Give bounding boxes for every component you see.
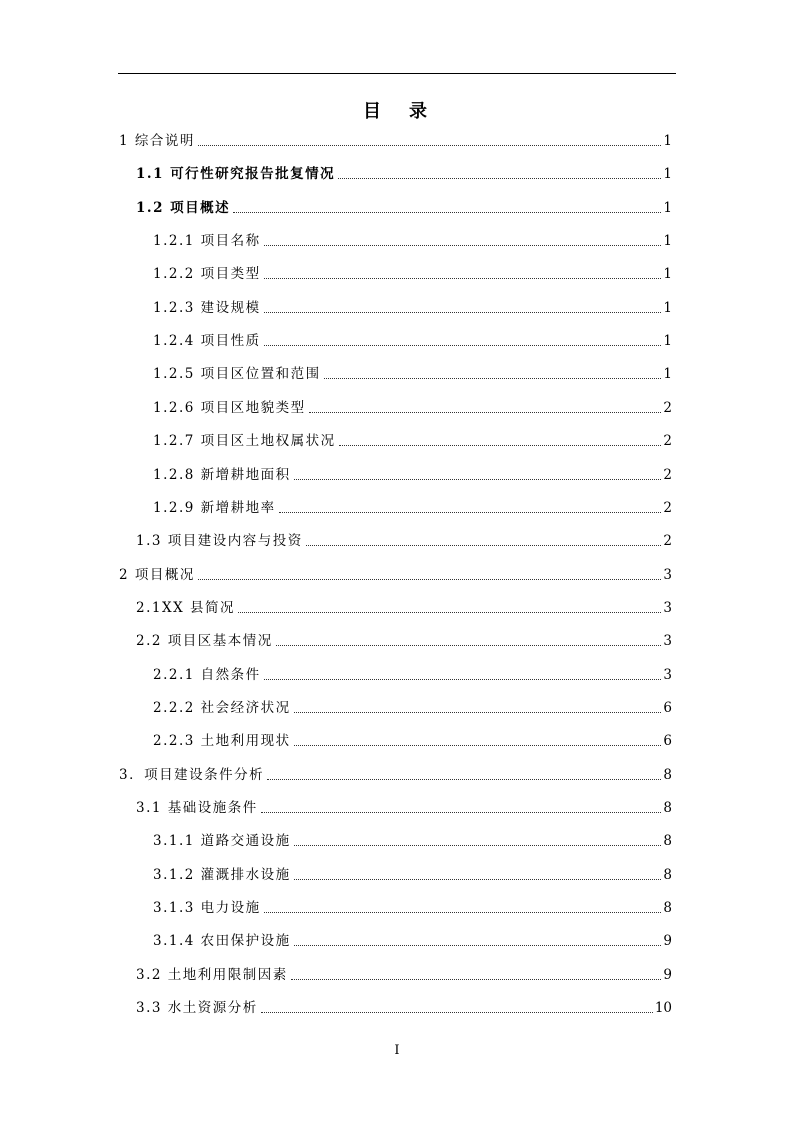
toc-leader-dots <box>291 978 662 980</box>
toc-leader-dots <box>306 544 662 546</box>
toc-entry[interactable] <box>153 662 672 684</box>
toc-entry-label: 1.2.6 项目区地貌类型 <box>153 399 306 416</box>
toc-entry-page: 1 <box>663 266 672 283</box>
toc-entry-label: 1.2.1 项目名称 <box>153 233 261 250</box>
toc-entry-label: 1.2.2 项目类型 <box>153 266 261 283</box>
toc-entry[interactable] <box>119 562 672 584</box>
toc-entry[interactable] <box>153 295 672 317</box>
page-number: I <box>394 1043 400 1058</box>
toc-entry-page: 6 <box>663 699 672 716</box>
toc-leader-dots <box>324 377 662 379</box>
toc-leader-dots <box>264 344 662 346</box>
toc-leader-dots <box>294 478 662 480</box>
toc-entry-label: 1.2.5 项目区位置和范围 <box>153 366 321 383</box>
toc-entry[interactable] <box>153 495 672 517</box>
title-char-1: 目 <box>363 101 385 122</box>
toc-leader-dots <box>264 678 662 680</box>
toc-entry[interactable] <box>153 261 672 283</box>
toc-entry-label: 3.1 基础设施条件 <box>136 800 258 816</box>
toc-entry[interactable] <box>136 795 672 817</box>
toc-leader-dots <box>276 644 662 646</box>
toc-entry-label: 1.2.7 项目区土地权属状况 <box>153 433 336 450</box>
toc-entry-label: 3.1.3 电力设施 <box>153 900 261 917</box>
toc-entry-label: 1.2.4 项目性质 <box>153 333 261 350</box>
toc-entry-label: 1.2 项目概述 <box>136 199 231 216</box>
toc-entry-label: 1.2.8 新增耕地面积 <box>153 466 291 483</box>
toc-entry-label: 1.3 项目建设内容与投资 <box>136 533 303 550</box>
toc-entry[interactable] <box>153 695 672 717</box>
toc-entry-page: 10 <box>654 1000 672 1017</box>
toc-entry-label: 3.2 土地利用限制因素 <box>136 966 288 983</box>
toc-entry[interactable] <box>136 195 672 217</box>
toc-entry-page: 8 <box>663 766 672 783</box>
toc-entry-page: 3 <box>663 633 672 650</box>
toc-entry-page: 1 <box>663 133 672 149</box>
toc-entry-page: 2 <box>663 433 672 450</box>
toc-entry[interactable] <box>153 328 672 350</box>
toc-leader-dots <box>294 878 662 880</box>
toc-entry[interactable] <box>153 728 672 750</box>
toc-entry-label: 2.1XX 县简况 <box>136 599 235 616</box>
toc-entry-label: 2.2.2 社会经济状况 <box>153 699 291 716</box>
toc-leader-dots <box>261 811 662 813</box>
toc-entry[interactable] <box>153 828 672 850</box>
toc-leader-dots <box>309 411 662 413</box>
toc-entry[interactable] <box>153 428 672 450</box>
toc-leader-dots <box>279 511 662 513</box>
toc-leader-dots <box>261 1011 653 1013</box>
toc-leader-dots <box>198 144 662 146</box>
toc-leader-dots <box>339 444 662 446</box>
toc-entry-label: 1 综合说明 <box>119 133 195 149</box>
toc-entry[interactable] <box>153 395 672 417</box>
toc-entry-page: 8 <box>663 866 672 883</box>
toc-leader-dots <box>267 778 661 780</box>
toc-entry-page: 1 <box>663 199 672 216</box>
toc-entry-page: 6 <box>663 733 672 750</box>
toc-entry-page: 1 <box>663 166 672 183</box>
toc-entry[interactable] <box>136 528 672 550</box>
toc-entry-page: 1 <box>663 299 672 316</box>
toc-entry-page: 8 <box>663 833 672 850</box>
toc-entry-page: 9 <box>663 966 672 983</box>
toc-entry[interactable] <box>136 161 672 183</box>
toc-entry[interactable] <box>153 895 672 917</box>
toc-entry-label: 2.2.3 土地利用现状 <box>153 733 291 750</box>
toc-leader-dots <box>238 611 661 613</box>
toc-entry-label: 3.3 水土资源分析 <box>136 1000 258 1017</box>
toc-entry-label: 1.1 可行性研究报告批复情况 <box>136 166 336 183</box>
toc-leader-dots <box>233 211 661 213</box>
toc-entry-page: 3 <box>663 566 672 583</box>
toc-entry-page: 3 <box>663 666 672 683</box>
toc-leader-dots <box>264 911 662 913</box>
toc-entry[interactable] <box>136 995 672 1017</box>
toc-entry[interactable] <box>153 862 672 884</box>
toc-entry[interactable] <box>136 628 672 650</box>
toc-leader-dots <box>264 277 662 279</box>
toc-leader-dots <box>294 844 662 846</box>
toc-entry-page: 3 <box>663 599 672 616</box>
toc-entry-page: 1 <box>663 333 672 350</box>
toc-entry-label: 3.1.4 农田保护设施 <box>153 933 291 950</box>
toc-entry-page: 8 <box>663 800 672 816</box>
title-char-2: 录 <box>409 101 431 122</box>
toc-entry-page: 2 <box>663 499 672 516</box>
toc-entry-label: 2.2 项目区基本情况 <box>136 633 273 650</box>
toc-entry-label: 3．项目建设条件分析 <box>119 766 265 783</box>
toc-entry[interactable] <box>153 228 672 250</box>
toc-entry-label: 1.2.3 建设规模 <box>153 299 261 316</box>
toc-entry-page: 9 <box>663 933 672 950</box>
toc-entry[interactable] <box>153 361 672 383</box>
toc-entry-label: 1.2.9 新增耕地率 <box>153 499 276 516</box>
toc-leader-dots <box>264 311 662 313</box>
toc-entry-page: 2 <box>663 466 672 483</box>
toc-entry-page: 8 <box>663 900 672 917</box>
toc-entry[interactable] <box>153 462 672 484</box>
toc-leader-dots <box>264 244 662 246</box>
toc-entry-label: 2.2.1 自然条件 <box>153 666 261 683</box>
toc-leader-dots <box>338 177 661 179</box>
toc-entry-label: 3.1.1 道路交通设施 <box>153 833 291 850</box>
page-title <box>0 97 794 123</box>
toc-entry-page: 2 <box>663 533 672 550</box>
toc-entry-label: 3.1.2 灌溉排水设施 <box>153 866 291 883</box>
toc-entry-page: 2 <box>663 399 672 416</box>
toc-leader-dots <box>198 578 662 580</box>
toc-entry[interactable] <box>119 762 672 784</box>
toc-entry-page: 1 <box>663 366 672 383</box>
toc-leader-dots <box>294 711 662 713</box>
toc-entry[interactable] <box>136 595 672 617</box>
header-rule <box>118 73 676 74</box>
toc-entry[interactable] <box>119 128 672 150</box>
toc-entry-page: 1 <box>663 233 672 250</box>
toc-leader-dots <box>294 744 662 746</box>
toc-entry[interactable] <box>153 928 672 950</box>
toc-entry-label: 2 项目概况 <box>119 566 195 583</box>
toc-entry[interactable] <box>136 962 672 984</box>
toc-leader-dots <box>294 944 662 946</box>
